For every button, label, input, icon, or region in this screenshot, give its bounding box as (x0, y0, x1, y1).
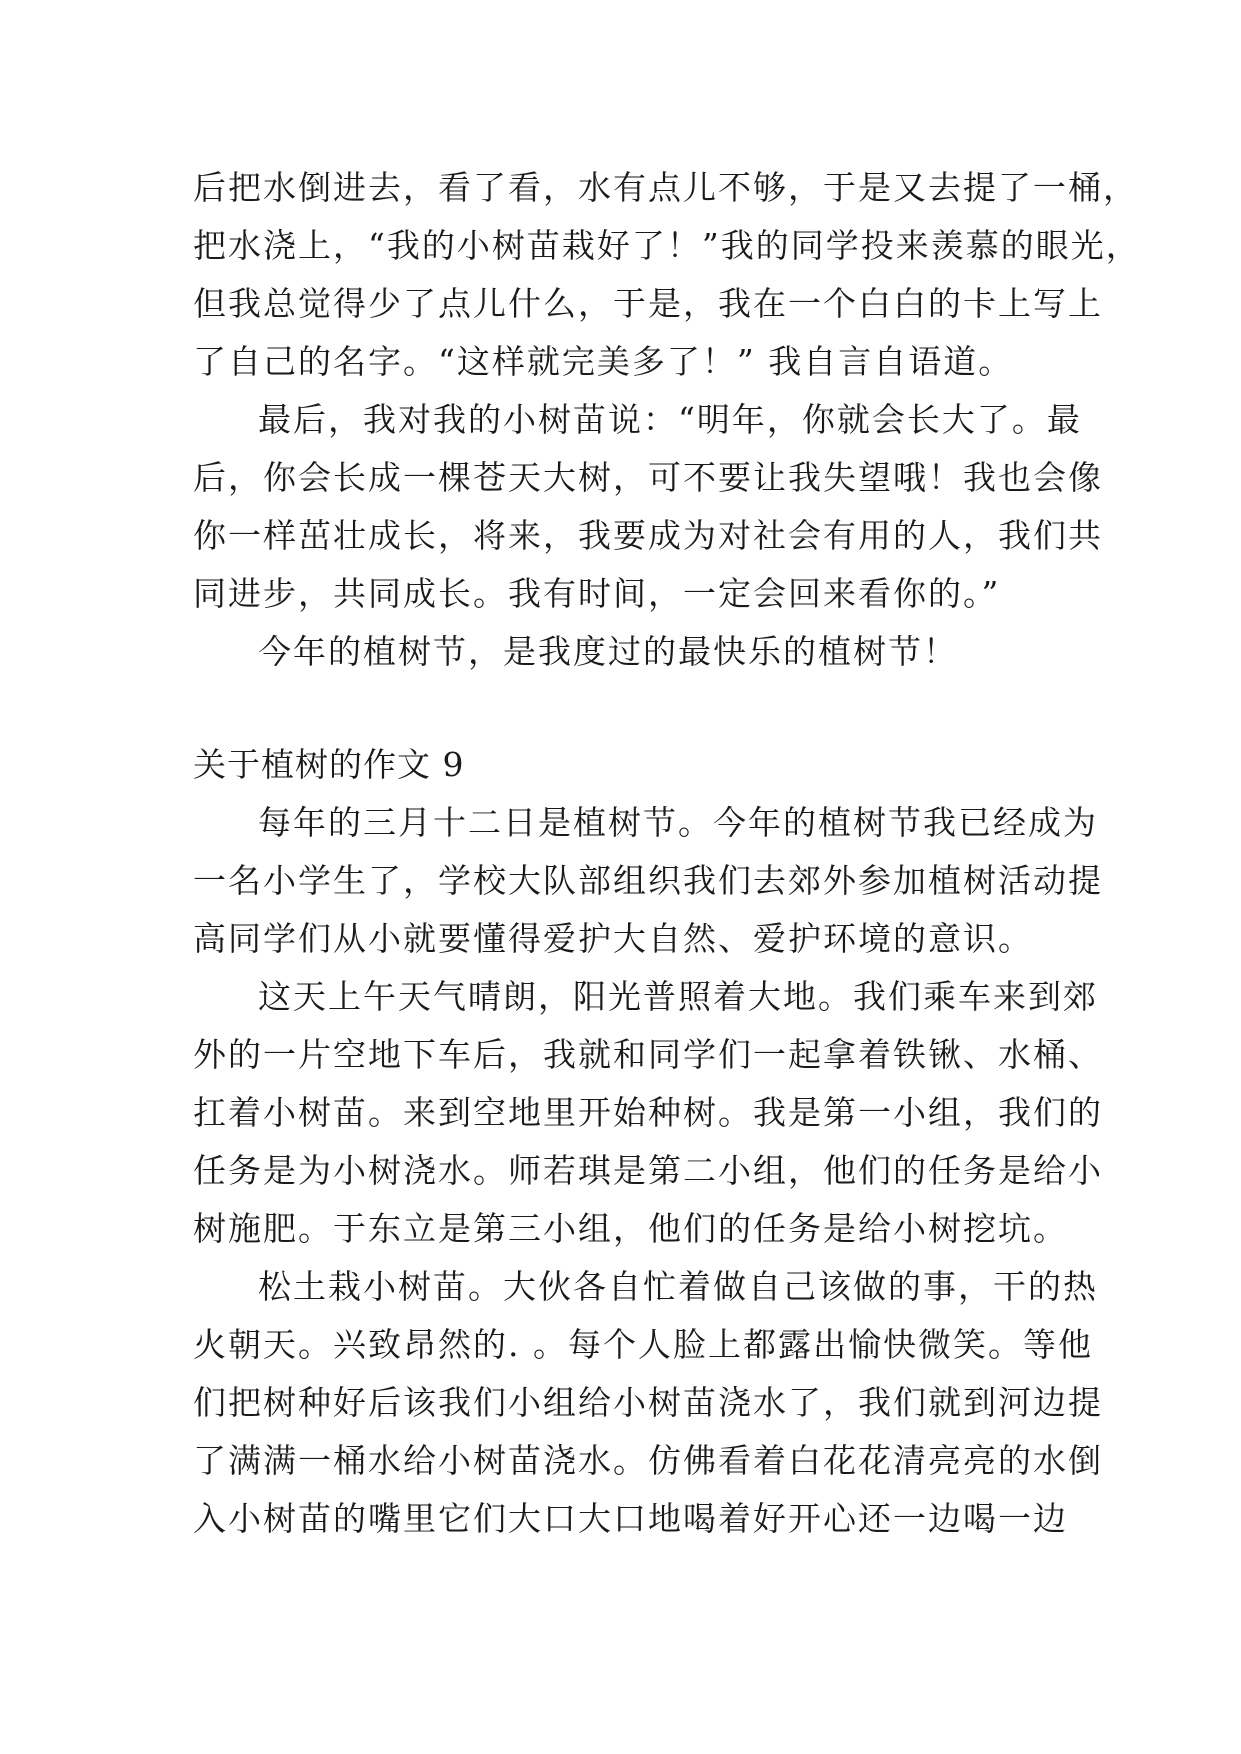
text-line: 入小树苗的嘴里它们大口大口地喝着好开心还一边喝一边 (193, 1499, 1068, 1538)
text-line: 你一样茁壮成长，将来，我要成为对社会有用的人，我们共 (193, 516, 1103, 555)
text-line: 今年的植树节，是我度过的最快乐的植树节！ (258, 632, 958, 671)
text-line: 这天上午天气晴朗，阳光普照着大地。我们乘车来到郊 (258, 977, 1098, 1016)
text-line: 扛着小树苗。来到空地里开始种树。我是第一小组，我们的 (193, 1093, 1103, 1132)
text-line: 们把树种好后该我们小组给小树苗浇水了，我们就到河边提 (193, 1383, 1103, 1422)
text-line: 每年的三月十二日是植树节。今年的植树节我已经成为 (258, 803, 1098, 842)
text-line: 任务是为小树浇水。师若琪是第二小组，他们的任务是给小 (193, 1151, 1103, 1190)
text-line: 松土栽小树苗。大伙各自忙着做自己该做的事，干的热 (258, 1267, 1098, 1306)
text-line: 了自己的名字。“这样就完美多了！” 我自言自语道。 (193, 342, 1014, 381)
text-line: 最后，我对我的小树苗说：“明年，你就会长大了。最 (258, 400, 1082, 439)
section-title: 关于植树的作文 9 (193, 745, 465, 784)
text-line: 高同学们从小就要懂得爱护大自然、爱护环境的意识。 (193, 919, 1033, 958)
text-line: 但我总觉得少了点儿什么，于是，我在一个白白的卡上写上 (193, 284, 1103, 323)
text-line: 火朝天。兴致昂然的. 。每个人脸上都露出愉快微笑。等他 (193, 1325, 1093, 1364)
text-line: 同进步，共同成长。我有时间，一定会回来看你的。” (193, 574, 1001, 613)
text-line: 一名小学生了，学校大队部组织我们去郊外参加植树活动提 (193, 861, 1103, 900)
text-line: 后把水倒进去，看了看，水有点儿不够，于是又去提了一桶， (193, 168, 1138, 207)
text-line: 后，你会长成一棵苍天大树，可不要让我失望哦！我也会像 (193, 458, 1103, 497)
text-line: 外的一片空地下车后，我就和同学们一起拿着铁锹、水桶、 (193, 1035, 1103, 1074)
text-line: 把水浇上，“我的小树苗栽好了！”我的同学投来羡慕的眼光， (193, 226, 1141, 265)
text-line: 树施肥。于东立是第三小组，他们的任务是给小树挖坑。 (193, 1209, 1068, 1248)
text-line: 了满满一桶水给小树苗浇水。仿佛看着白花花清亮亮的水倒 (193, 1441, 1103, 1480)
